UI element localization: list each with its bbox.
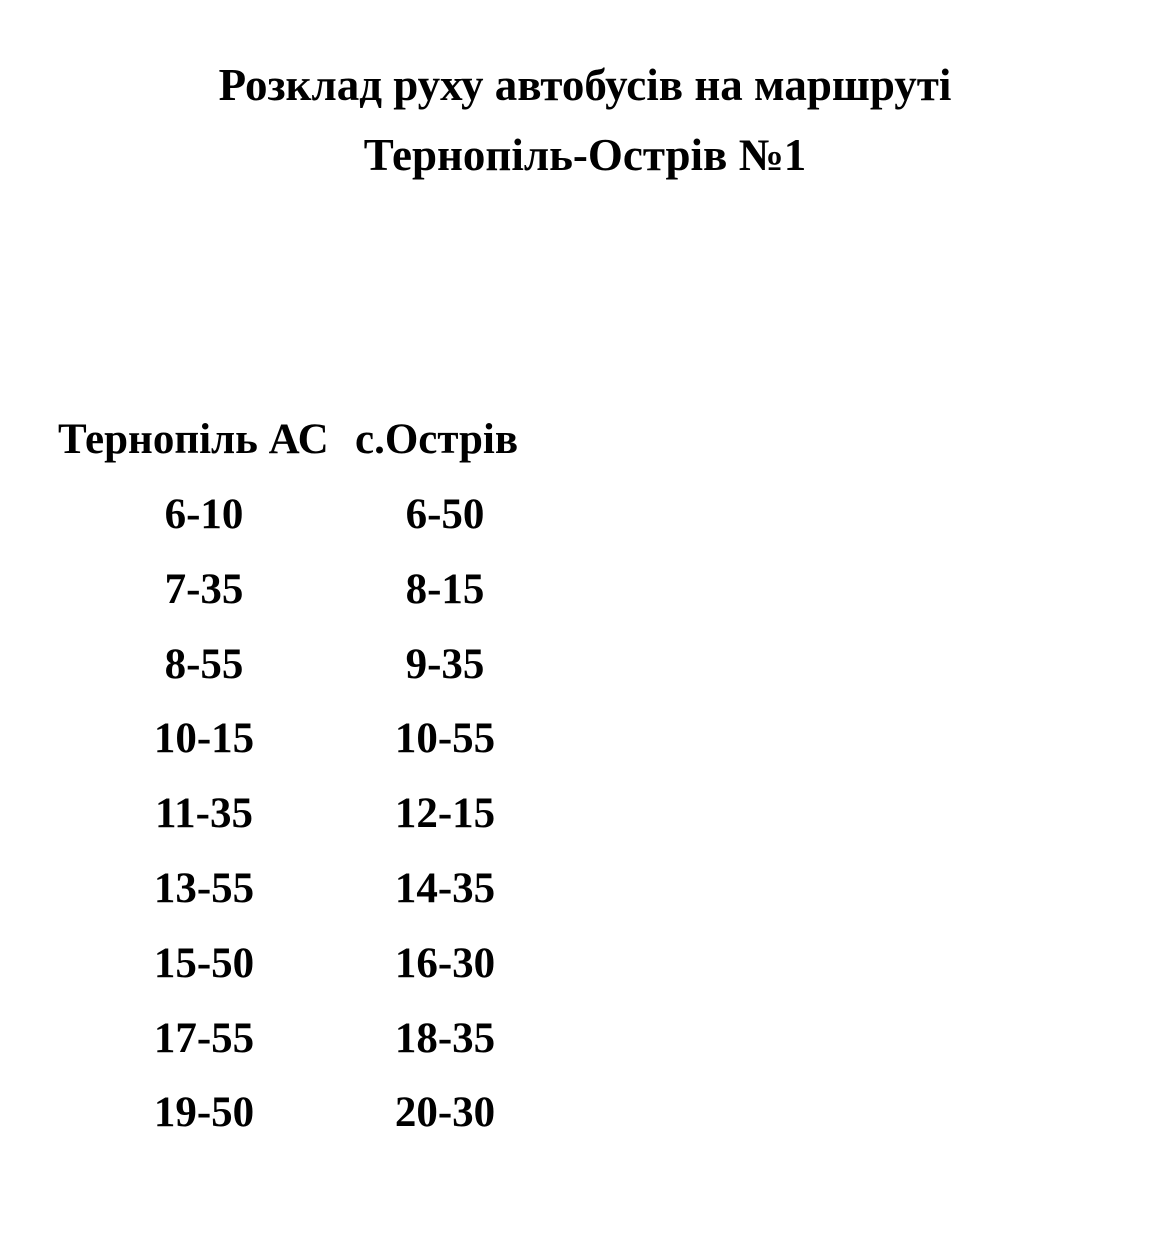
departure-ostriv: 10-55 xyxy=(394,715,496,763)
departure-ternopil: 8-55 xyxy=(164,640,244,688)
departure-ostriv: 16-30 xyxy=(394,939,496,987)
departure-ternopil: 15-50 xyxy=(153,939,255,987)
departure-ostriv: 20-30 xyxy=(394,1089,496,1137)
departure-ostriv: 12-15 xyxy=(394,790,496,838)
departure-ternopil: 11-35 xyxy=(155,790,253,838)
departure-ostriv: 8-15 xyxy=(405,565,485,613)
departure-ternopil: 10-15 xyxy=(153,715,255,763)
departure-ostriv: 6-50 xyxy=(405,491,485,538)
departure-ternopil: 19-50 xyxy=(153,1089,255,1137)
title-line-1: Розклад руху автобусів на маршруті xyxy=(218,60,952,110)
column-header-ternopil: Тернопіль АС xyxy=(58,416,329,463)
departure-ostriv: 14-35 xyxy=(394,865,496,912)
departure-ostriv: 18-35 xyxy=(394,1014,496,1062)
column-header-ostriv: с.Острів xyxy=(355,416,519,463)
title-line-2: Тернопіль-Острів №1 xyxy=(363,130,807,180)
departure-ostriv: 9-35 xyxy=(405,640,485,688)
departure-ternopil: 17-55 xyxy=(153,1014,255,1062)
departure-ternopil: 13-55 xyxy=(153,865,255,912)
departure-ternopil: 7-35 xyxy=(164,565,244,613)
departure-ternopil: 6-10 xyxy=(164,491,244,538)
